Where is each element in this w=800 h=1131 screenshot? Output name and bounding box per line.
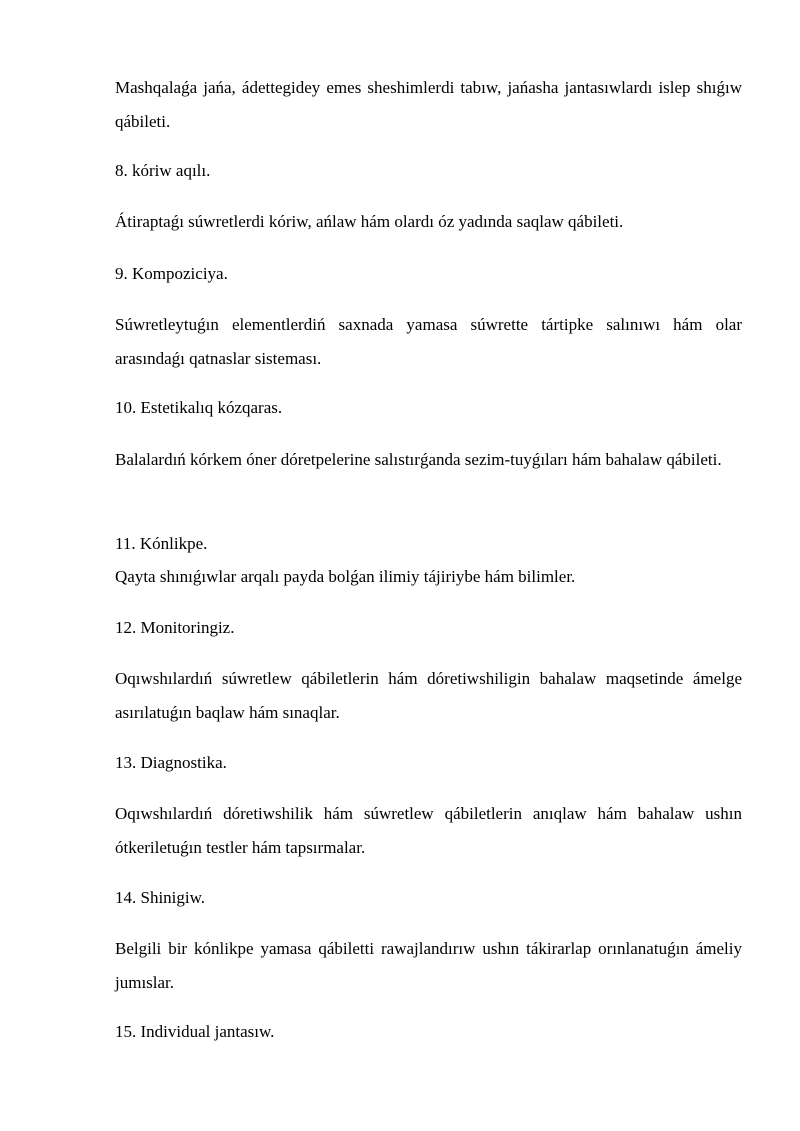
term-heading-14: 14. Shinigiw. (115, 888, 206, 907)
term-definition-8: Átiraptaǵı súwretlerdi kóriw, ańlaw hám olardı óz yadında saqlaw qábileti. (115, 212, 624, 231)
term-definition-14: Belgili bir kónlikpe yamasa qábiletti rawajlandırıw ushın tákirarlap orınlanatuǵın ámeliy jumıslar. (115, 939, 742, 992)
term-heading-10: 10. Estetikalıq kózqaras. (115, 398, 283, 417)
paragraph-intro: Mashqalaǵa jańa, ádettegidey emes sheshimlerdi tabıw, jańasha jantasıwlardı islep shıǵıw qábileti. (115, 78, 742, 131)
term-heading-11: 11. Kónlikpe. (115, 534, 208, 553)
term-definition-11: Qayta shınıǵıwlar arqalı payda bolǵan ilimiy tájiriybe hám bilimler. (115, 567, 576, 586)
term-definition-13: Oqıwshılardıń dóretiwshilik hám súwretlew qábiletlerin anıqlaw hám bahalaw ushın ótkeriletuǵın testler hám tapsırmalar. (115, 804, 742, 857)
term-definition-9: Súwretleytuǵın elementlerdiń saxnada yamasa súwrette tártipke salınıwı hám olar arasındaǵı qatnaslar sisteması. (115, 315, 742, 368)
term-heading-13: 13. Diagnostika. (115, 753, 227, 772)
term-definition-10: Balalardıń kórkem óner dóretpelerine salıstırǵanda sezim-tuyǵıları hám bahalaw qábileti. (115, 450, 722, 469)
term-heading-12: 12. Monitoringiz. (115, 618, 235, 637)
term-heading-8: 8. kóriw aqılı. (115, 161, 211, 180)
term-heading-9: 9. Kompoziciya. (115, 264, 228, 283)
term-definition-12: Oqıwshılardıń súwretlew qábiletlerin hám dóretiwshiligin bahalaw maqsetinde ámelge asırılatuǵın baqlaw hám sınaqlar. (115, 669, 742, 722)
term-heading-15: 15. Individual jantasıw. (115, 1022, 275, 1041)
